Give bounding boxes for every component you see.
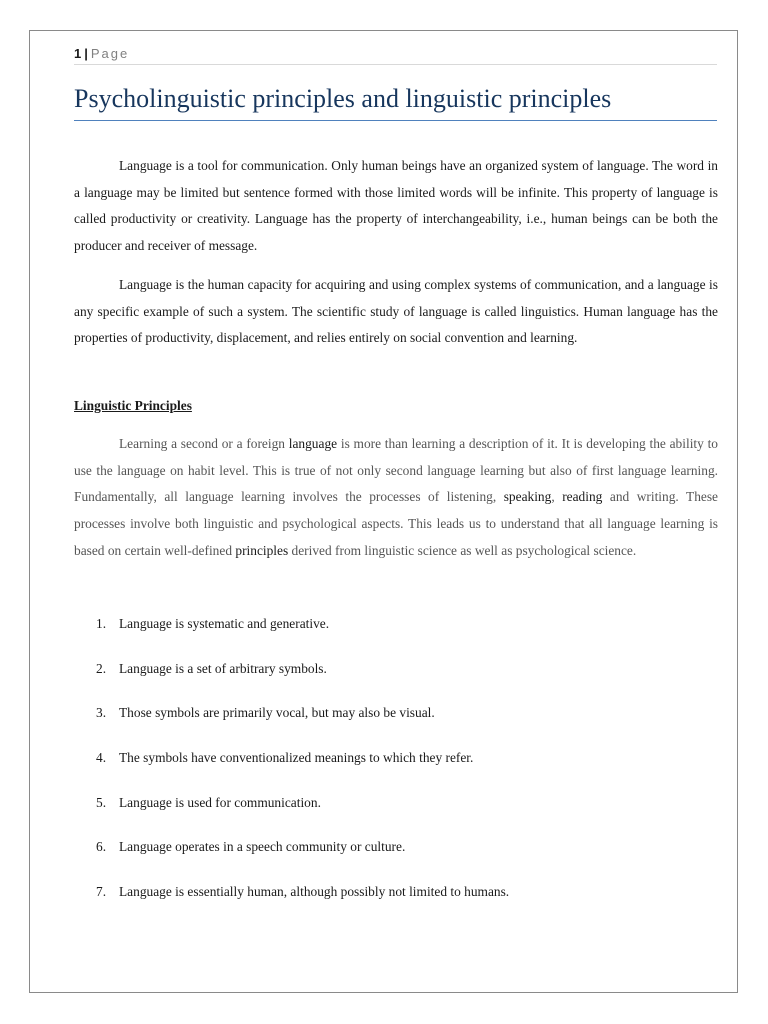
list-item-text: Language is essentially human, although possibly not limited to humans.: [119, 884, 510, 900]
list-item-text: Language is used for communication.: [119, 794, 321, 810]
list-item-text: Language is a set of arbitrary symbols.: [119, 660, 327, 676]
document-title: Psycholinguistic principles and linguistic principles: [74, 80, 717, 121]
link-principles[interactable]: principles: [235, 542, 289, 558]
link-reading[interactable]: reading: [562, 489, 603, 505]
list-item: [74, 835, 718, 880]
section-heading: Linguistic Principles: [74, 398, 192, 413]
list-item-text: Language operates in a speech community or culture.: [119, 839, 406, 855]
list-marker: 5.: [96, 794, 107, 810]
list-item-text: Language is systematic and generative.: [119, 616, 330, 631]
list-item: [74, 657, 718, 702]
list-item: [74, 612, 718, 657]
section-paragraph: [74, 431, 718, 565]
paragraph-2: Language is the human capacity for acquiring and using complex systems of communication, and a language is any specific example of such a system. The scientific study of language is called linguistics. Human language has the properties of productivity, displacement, and relies entirely on social convention and learning.: [74, 277, 718, 346]
section-text-5: derived from linguistic science as well as psychological science.: [288, 542, 637, 558]
section-text-2: is more than learning a description of it. It is developing the ability to use the language on habit level. This is true of not only second language learning but also of first language learning. Fundamentally, all language learning involves the processes of listening,: [74, 436, 718, 505]
section-text-4: and writing. These processes involve both linguistic and psychological aspects. This leads us to understand that all language learning is based on certain well-defined: [74, 489, 719, 558]
paragraph-1: Language is a tool for communication. Only human beings have an organized system of language. The word in a language may be limited but sentence formed with those limited words will be infinite. This property of language is called productivity or creativity. Language has the property of interchangeability, i.e., human beings can be both the producer and receiver of message.: [74, 158, 718, 254]
list-marker: 6.: [96, 839, 107, 855]
list-item: [74, 880, 718, 925]
list-item-text: The symbols have conventionalized meanings to which they refer.: [119, 750, 474, 766]
link-language[interactable]: language: [288, 436, 338, 451]
list-marker: 2.: [96, 660, 107, 676]
list-marker: 1.: [96, 616, 107, 631]
page-header: [74, 44, 717, 65]
list-marker: 4.: [96, 750, 107, 766]
list-item: [74, 746, 718, 791]
list-item: [74, 791, 718, 836]
list-marker: 3.: [96, 705, 107, 721]
list-marker: 7.: [96, 884, 107, 900]
section-text-3: ,: [551, 489, 563, 505]
principles-list: [74, 612, 718, 925]
list-item-text: Those symbols are primarily vocal, but may also be visual.: [119, 705, 435, 721]
page-separator: |: [84, 46, 88, 61]
page-number: 1: [74, 46, 82, 61]
link-speaking[interactable]: speaking: [503, 489, 552, 505]
page-label: Page: [90, 46, 130, 61]
list-item: [74, 701, 718, 746]
section-text-1: Learning a second or a foreign: [119, 436, 289, 451]
